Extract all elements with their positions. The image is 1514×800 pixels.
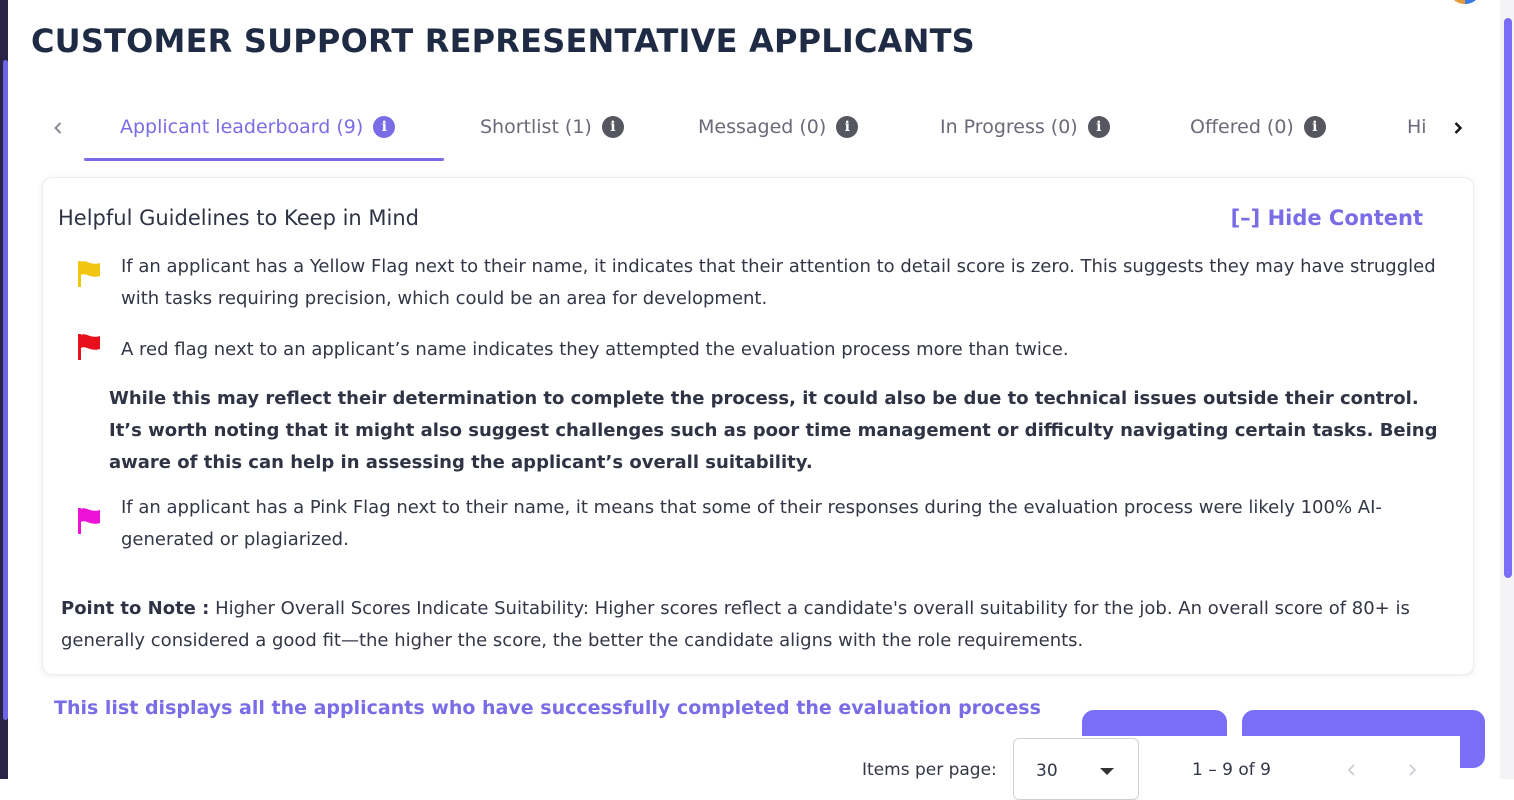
red-flag-text: A red flag next to an applicant’s name indicates they attempted the evaluation process more than twice.	[121, 339, 1069, 360]
info-icon[interactable]: i	[373, 116, 395, 138]
info-icon[interactable]: i	[1088, 116, 1110, 138]
tab-messaged[interactable]	[698, 112, 858, 142]
chevron-left-icon	[1346, 764, 1358, 776]
tab-label: In Progress (0)	[940, 116, 1078, 138]
items-per-page-label: Items per page:	[862, 760, 997, 780]
yellow-flag-text: If an applicant has a Yellow Flag next to their name, it indicates that their attention to detail score is zero. This suggests they may have struggled with tasks requiring precision, which could be an area for development.	[121, 256, 1436, 309]
pink-flag-icon	[73, 504, 105, 536]
tab-label: Messaged (0)	[698, 116, 827, 138]
page-title: CUSTOMER SUPPORT REPRESENTATIVE APPLICANTS	[31, 22, 975, 60]
info-icon[interactable]: i	[1304, 116, 1326, 138]
info-icon[interactable]: i	[836, 116, 858, 138]
guidelines-heading: Helpful Guidelines to Keep in Mind	[58, 206, 420, 230]
list-description: This list displays all the applicants who have successfully completed the evaluation process	[54, 697, 1041, 719]
active-tab-indicator	[84, 158, 444, 161]
pink-flag-text: If an applicant has a Pink Flag next to their name, it means that some of their responses during the evaluation process were likely 100% AI-generated or plagiarized.	[121, 497, 1382, 550]
chevron-right-icon	[1406, 764, 1418, 776]
rail-accent	[3, 60, 8, 720]
chevron-left-icon	[51, 121, 65, 135]
left-sidebar-rail	[0, 0, 8, 779]
tabs-scroll-left-button[interactable]	[44, 114, 72, 142]
tab-label: Offered (0)	[1190, 116, 1294, 138]
yellow-flag-icon	[73, 257, 105, 289]
red-flag-icon	[73, 330, 105, 362]
scrollbar-thumb[interactable]	[1504, 18, 1512, 578]
tab-in-progress[interactable]	[940, 112, 1110, 142]
chevron-right-icon	[1451, 121, 1465, 135]
page-scrollbar[interactable]	[1500, 0, 1514, 779]
point-to-note	[61, 593, 1451, 657]
red-flag-guideline	[73, 334, 1441, 366]
info-icon[interactable]: i	[602, 116, 624, 138]
guidelines-card	[42, 177, 1474, 675]
point-to-note-label: Point to Note :	[61, 598, 210, 619]
tab-label: Hi	[1407, 116, 1427, 138]
tab-offered[interactable]	[1190, 112, 1326, 142]
yellow-flag-guideline	[73, 251, 1441, 315]
tab-label: Shortlist (1)	[480, 116, 592, 138]
previous-page-button[interactable]	[1340, 758, 1364, 782]
tab-applicant-leaderboard[interactable]	[120, 112, 395, 142]
tab-shortlist[interactable]	[480, 112, 624, 142]
tab-hired[interactable]	[1407, 112, 1443, 142]
next-page-button[interactable]	[1400, 758, 1424, 782]
caret-down-icon	[1100, 768, 1114, 775]
tabs-scroll-right-button[interactable]	[1444, 114, 1472, 142]
point-to-note-text: Higher Overall Scores Indicate Suitability: Higher scores reflect a candidate's overall suitability for the job. An overall score of 80+ is generally considered a good fit—the higher the score, the better the candidate aligns with the role requirements.	[61, 598, 1410, 651]
red-flag-bold-note: While this may reflect their determination to complete the process, it could also be due to technical issues outside their control. It’s worth noting that it might also suggest challenges such as poor time management or difficulty navigating certain tasks. Being aware of this can help in assessing the applicant’s overall suitability.	[109, 388, 1438, 473]
applicant-tabs	[40, 100, 1480, 162]
pink-flag-guideline	[73, 492, 1441, 556]
pagination-range: 1 – 9 of 9	[1192, 760, 1271, 780]
items-per-page-value: 30	[1036, 761, 1058, 781]
hide-content-button[interactable]: [–] Hide Content	[1230, 206, 1423, 230]
tab-label: Applicant leaderboard (9)	[120, 116, 364, 138]
items-per-page-select[interactable]	[1013, 738, 1139, 800]
avatar[interactable]	[1452, 0, 1478, 4]
